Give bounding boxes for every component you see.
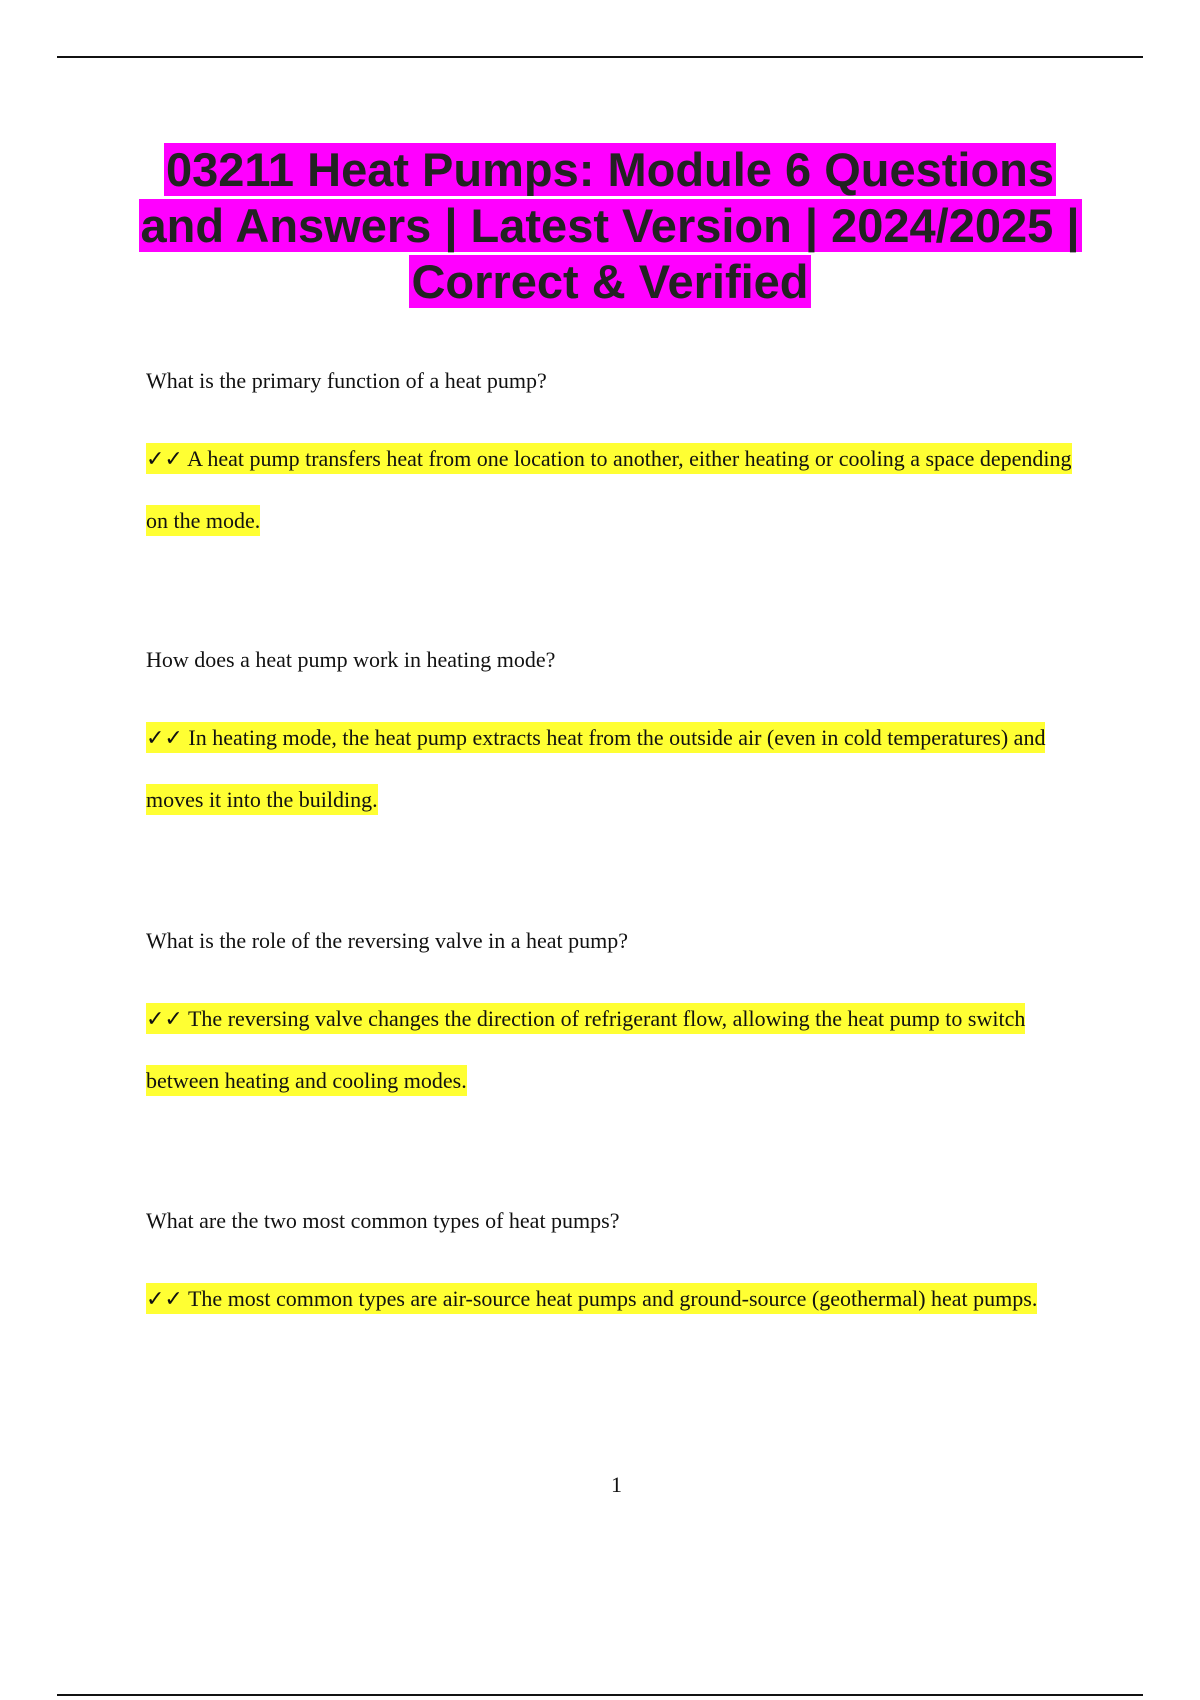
answer-highlight [146,722,1045,815]
answer-body: The most common types are air-source heat pumps and ground-source (geothermal) heat pumps. [187,1286,1038,1311]
qa-item [146,1207,1076,1330]
double-check-icon: ✓✓ [146,726,183,751]
answer-body: The reversing valve changes the direction of refrigerant flow, allowing the heat pump to switch between heating and cooling modes. [146,1006,1026,1093]
answer-text [146,1268,1076,1330]
qa-item [146,367,1076,551]
question-text: How does a heat pump work in heating mode? [146,647,556,672]
qa-item [146,646,1076,830]
answer-highlight [146,1003,1025,1096]
footer-rule [57,1694,1143,1696]
double-check-icon: ✓✓ [146,1007,183,1032]
document-title [130,142,1090,310]
question-text: What is the role of the reversing valve in a heat pump? [146,928,628,953]
page-number: 1 [611,1472,622,1497]
answer-body: A heat pump transfers heat from one location to another, either heating or cooling a space depending on the mode. [146,446,1072,533]
answer-text [146,707,1076,830]
answer-highlight [146,443,1072,536]
header-rule [57,56,1143,58]
question-text: What are the two most common types of heat pumps? [146,1208,620,1233]
answer-body: In heating mode, the heat pump extracts heat from the outside air (even in cold temperatures) and moves it into the building. [146,725,1046,812]
answer-highlight [146,1283,1037,1314]
question-text: What is the primary function of a heat pump? [146,368,547,393]
answer-text [146,988,1076,1111]
title-highlight: 03211 Heat Pumps: Module 6 Questions and Answers | Latest Version | 2024/2025 | Correct & Verified [140,143,1080,308]
double-check-icon: ✓✓ [146,447,183,472]
double-check-icon: ✓✓ [146,1287,183,1312]
answer-text [146,428,1076,551]
qa-item [146,927,1076,1111]
